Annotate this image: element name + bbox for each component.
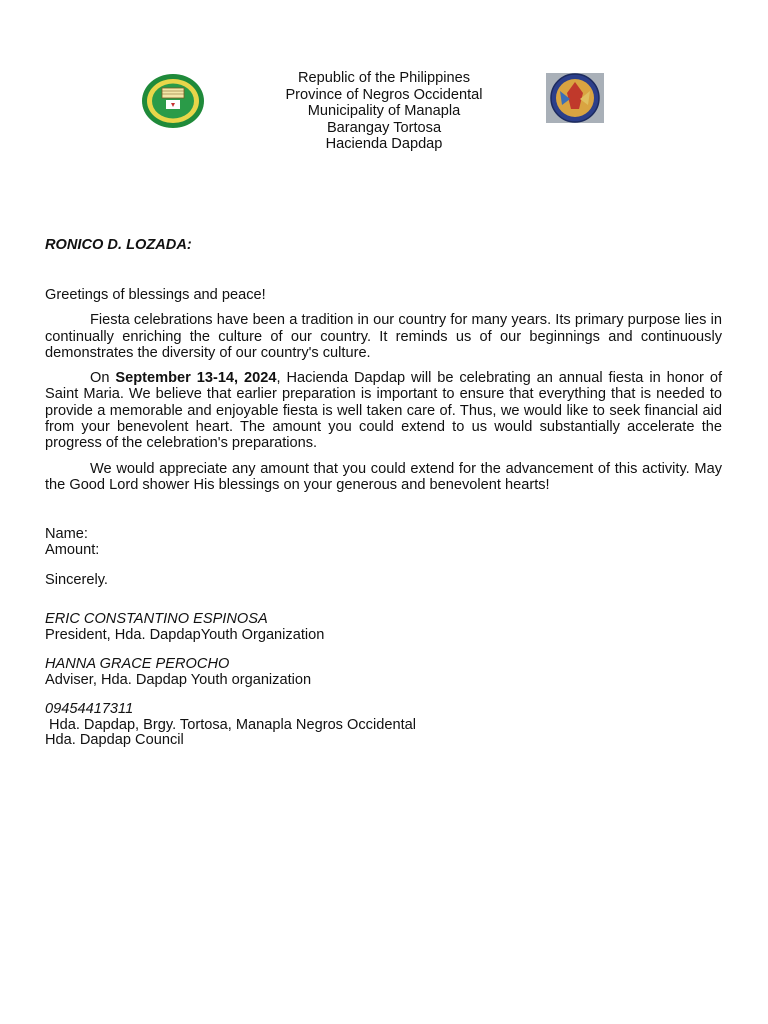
addressee: RONICO D. LOZADA:: [45, 237, 192, 253]
letter-body: [45, 287, 722, 502]
paragraph-2-pre: On: [90, 370, 116, 387]
letterhead: [240, 70, 528, 153]
contact-org: Hda. Dapdap Council: [45, 732, 184, 748]
paragraph-2-post: , Hacienda Dapdap will be celebrating an annual fiesta in honor of Saint Maria. We believe that earlier preparation is important to ensure that everything that is needed to provide a memorable and enjoyable fiesta is well taken care of. Thus, we would like to seek financial aid from your benevolent heart. The amount you could extend to us would substantially accelerate the progress of the celebration's preparations.: [45, 370, 722, 452]
signatory-1-title: President, Hda. DapdapYouth Organization: [45, 626, 325, 643]
signatory-2: [45, 657, 311, 688]
letterhead-line-4: Barangay Tortosa: [326, 119, 442, 136]
right-seal-logo: [546, 73, 604, 123]
letterhead-line-1: Republic of the Philippines: [298, 70, 470, 86]
signatory-2-title: Adviser, Hda. Dapdap Youth organization: [45, 671, 312, 688]
left-seal-logo: [141, 73, 205, 129]
paragraph-1: Fiesta celebrations have been a tradition in our country for many years. Its primary purpose lies in continually enriching the culture of our country. It reminds us of our beginnings and continuously demonstrates the diversity of our country's culture.: [45, 312, 722, 361]
greeting: Greetings of blessings and peace!: [45, 287, 266, 303]
letterhead-line-5: Hacienda Dapdap: [325, 136, 443, 152]
paragraph-2: [45, 370, 722, 451]
name-label: Name:: [45, 526, 88, 542]
donation-fields: [45, 527, 99, 558]
signatory-1-name: ERIC CONSTANTINO ESPINOSA: [45, 611, 268, 627]
contact-block: [45, 702, 416, 749]
contact-phone: 09454417311: [45, 701, 134, 717]
signatory-2-name: HANNA GRACE PEROCHO: [45, 656, 230, 672]
amount-label: Amount:: [45, 541, 100, 558]
contact-address: Hda. Dapdap, Brgy. Tortosa, Manapla Negros Occidental: [45, 716, 416, 733]
letterhead-line-2: Province of Negros Occidental: [285, 86, 483, 103]
closing: Sincerely.: [45, 572, 108, 588]
event-date: September 13-14, 2024: [115, 370, 277, 387]
letterhead-line-3: Municipality of Manapla: [307, 103, 461, 119]
signatory-1: [45, 612, 324, 643]
paragraph-3: We would appreciate any amount that you could extend for the advancement of this activity. May the Good Lord shower His blessings on your generous and benevolent hearts!: [45, 460, 722, 493]
